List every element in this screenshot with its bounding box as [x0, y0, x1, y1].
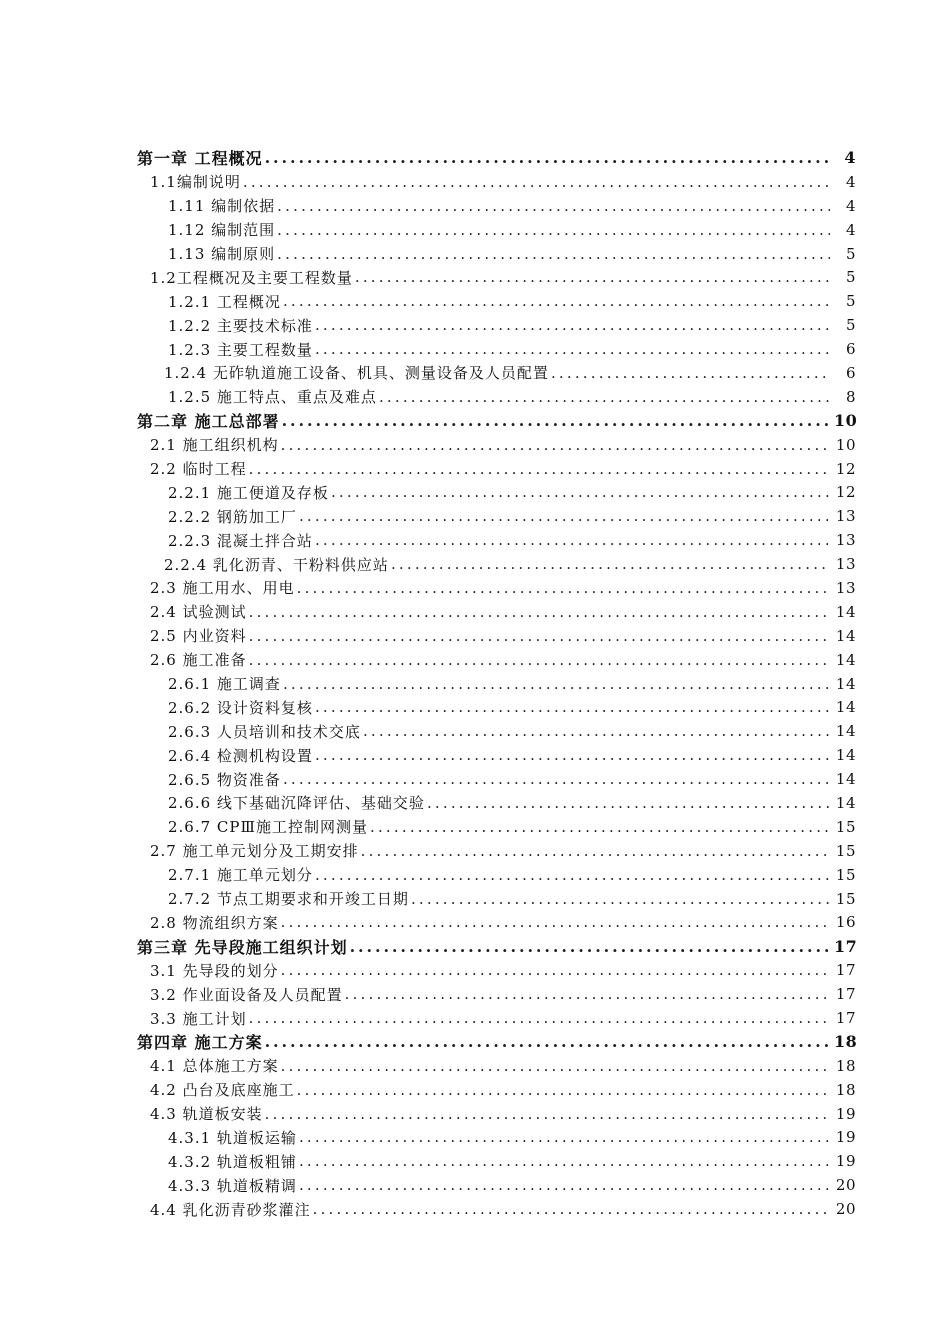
- toc-leader-dots: [283, 770, 830, 788]
- toc-entry-page-number: 13: [835, 578, 856, 597]
- toc-entry-page-number: 19: [835, 1128, 856, 1147]
- toc-entry-title: 2.6.7 CPⅢ施工控制网测量: [168, 818, 368, 837]
- toc-leader-dots: [281, 961, 830, 979]
- toc-entry-page-number: 10: [834, 411, 858, 431]
- toc-entry-title: 1.2.3 主要工程数量: [168, 340, 313, 359]
- toc-entry-page-number: 6: [845, 340, 856, 359]
- toc-leader-dots: [350, 937, 830, 956]
- toc-entry-title: 3.3 施工计划: [150, 1009, 247, 1028]
- toc-entry-title: 2.6.3 人员培训和技术交底: [168, 722, 361, 741]
- toc-entry-title: 2.5 内业资料: [150, 627, 247, 646]
- toc-entry[interactable]: [0, 1102, 950, 1126]
- toc-entry-title: 2.6.4 检测机构设置: [168, 746, 313, 765]
- toc-entry-page-number: 15: [835, 865, 856, 884]
- toc-entry[interactable]: [0, 1006, 950, 1030]
- toc-leader-dots: [249, 627, 830, 645]
- toc-entry-page-number: 5: [845, 268, 856, 287]
- toc-leader-dots: [249, 460, 830, 478]
- toc-entry-page-number: 10: [835, 435, 856, 454]
- toc-entry-page-number: 19: [835, 1104, 856, 1123]
- toc-leader-dots: [299, 1152, 830, 1170]
- toc-entry[interactable]: [0, 313, 950, 337]
- toc-leader-dots: [283, 292, 830, 310]
- toc-entry[interactable]: [0, 528, 950, 552]
- toc-entry[interactable]: [0, 576, 950, 600]
- table-of-contents: [0, 146, 950, 1221]
- toc-leader-dots: [391, 555, 830, 573]
- toc-entry-title: 4.3.3 轨道板精调: [168, 1176, 297, 1195]
- toc-entry-title: 4.3.1 轨道板运输: [168, 1128, 297, 1147]
- toc-entry-page-number: 15: [835, 817, 856, 836]
- toc-entry-title: 3.1 先导段的划分: [150, 961, 279, 980]
- toc-entry-page-number: 14: [835, 650, 856, 669]
- toc-entry[interactable]: [0, 911, 950, 935]
- toc-entry-page-number: 19: [835, 1152, 856, 1171]
- toc-entry-title: 1.1编制说明: [150, 173, 241, 192]
- toc-entry-page-number: 14: [835, 770, 856, 789]
- toc-entry-title: 第一章 工程概况: [137, 149, 263, 169]
- toc-entry-title: 1.2工程概况及主要工程数量: [150, 268, 353, 287]
- toc-leader-dots: [281, 1057, 830, 1075]
- toc-entry-title: 1.13 编制原则: [168, 245, 276, 263]
- toc-leader-dots: [249, 651, 830, 669]
- toc-entry-title: 1.2.2 主要技术标准: [168, 316, 313, 335]
- toc-entry[interactable]: [0, 1126, 950, 1150]
- toc-entry-title: 2.8 物流组织方案: [150, 913, 279, 932]
- toc-leader-dots: [283, 675, 830, 693]
- toc-leader-dots: [361, 842, 830, 860]
- toc-entry-title: 1.2.5 施工特点、重点及难点: [168, 388, 377, 407]
- toc-leader-dots: [345, 985, 830, 1003]
- toc-entry[interactable]: [0, 767, 950, 791]
- toc-entry[interactable]: [0, 982, 950, 1006]
- toc-entry-page-number: 8: [845, 387, 856, 406]
- toc-entry[interactable]: [0, 624, 950, 648]
- toc-chapter-entry[interactable]: [0, 146, 950, 170]
- toc-entry-page-number: 5: [845, 292, 856, 311]
- toc-entry-page-number: 20: [835, 1200, 856, 1219]
- toc-entry-title: 4.2 凸台及底座施工: [150, 1081, 295, 1100]
- toc-leader-dots: [297, 1081, 830, 1099]
- toc-entry-page-number: 15: [835, 889, 856, 908]
- toc-leader-dots: [315, 316, 830, 334]
- toc-entry-title: 2.7.1 施工单元划分: [168, 866, 313, 885]
- toc-entry-page-number: 17: [835, 961, 856, 980]
- toc-entry-page-number: 18: [834, 1032, 858, 1052]
- toc-entry[interactable]: [0, 457, 950, 481]
- toc-entry-title: 1.11 编制依据: [168, 197, 276, 216]
- toc-entry[interactable]: [0, 648, 950, 672]
- toc-entry-title: 1.2.1 工程概况: [168, 292, 281, 311]
- toc-leader-dots: [297, 579, 830, 597]
- toc-entry-page-number: 5: [845, 316, 856, 335]
- toc-leader-dots: [315, 698, 830, 716]
- toc-entry-title: 4.1 总体施工方案: [150, 1057, 279, 1076]
- toc-entry-page-number: 4: [845, 196, 856, 215]
- toc-entry[interactable]: [0, 1173, 950, 1197]
- toc-leader-dots: [277, 245, 830, 263]
- toc-leader-dots: [370, 818, 830, 836]
- toc-entry-title: 第三章 先导段施工组织计划: [137, 937, 348, 957]
- toc-entry-page-number: 12: [835, 459, 856, 478]
- toc-entry[interactable]: [0, 695, 950, 719]
- toc-leader-dots: [281, 913, 830, 931]
- toc-leader-dots: [411, 890, 830, 908]
- toc-entry-title: 2.4 试验测试: [150, 603, 247, 622]
- toc-entry[interactable]: [0, 600, 950, 624]
- toc-entry-title: 4.3.2 轨道板粗铺: [168, 1152, 297, 1171]
- toc-leader-dots: [277, 197, 830, 215]
- toc-entry-page-number: 14: [835, 674, 856, 693]
- toc-leader-dots: [249, 1009, 830, 1027]
- toc-chapter-entry[interactable]: [0, 934, 950, 958]
- toc-entry[interactable]: [0, 815, 950, 839]
- toc-entry-page-number: 12: [835, 483, 856, 502]
- toc-leader-dots: [299, 507, 830, 525]
- toc-chapter-entry[interactable]: [0, 409, 950, 433]
- toc-entry-title: 2.3 施工用水、用电: [150, 579, 295, 598]
- toc-entry-page-number: 14: [835, 746, 856, 765]
- toc-entry-title: 2.2 临时工程: [150, 460, 247, 479]
- toc-entry-page-number: 4: [844, 148, 856, 168]
- toc-entry-title: 2.6.5 物资准备: [168, 770, 281, 789]
- toc-leader-dots: [315, 531, 830, 549]
- toc-entry-title: 2.7.2 节点工期要求和开竣工日期: [168, 890, 409, 909]
- toc-leader-dots: [249, 603, 830, 621]
- toc-entry-title: 2.6 施工准备: [150, 651, 247, 670]
- toc-entry-title: 2.6.1 施工调查: [168, 675, 281, 694]
- toc-entry-title: 4.3 轨道板安装: [150, 1105, 263, 1124]
- toc-entry[interactable]: [0, 194, 950, 218]
- toc-leader-dots: [265, 1105, 830, 1123]
- toc-entry[interactable]: [0, 1078, 950, 1102]
- toc-entry[interactable]: [0, 385, 950, 409]
- toc-entry-title: 2.7 施工单元划分及工期安排: [150, 842, 359, 861]
- toc-entry-title: 2.2.2 钢筋加工厂: [168, 507, 297, 526]
- toc-entry-page-number: 18: [835, 1080, 856, 1099]
- toc-entry-title: 第四章 施工方案: [137, 1033, 263, 1053]
- toc-entry-page-number: 13: [835, 507, 856, 526]
- toc-entry-page-number: 4: [845, 172, 856, 191]
- toc-entry[interactable]: [0, 265, 950, 289]
- toc-entry-title: 3.2 作业面设备及人员配置: [150, 985, 343, 1004]
- toc-entry-page-number: 13: [835, 531, 856, 550]
- toc-entry[interactable]: [0, 552, 950, 576]
- toc-entry[interactable]: [0, 1054, 950, 1078]
- toc-entry[interactable]: [0, 480, 950, 504]
- toc-entry[interactable]: [0, 958, 950, 982]
- toc-entry-title: 2.6.6 线下基础沉降评估、基础交验: [168, 794, 425, 813]
- toc-entry-title: 1.12 编制范围: [168, 221, 276, 240]
- toc-entry-page-number: 14: [835, 722, 856, 741]
- toc-entry-title: 2.6.2 设计资料复核: [168, 698, 313, 717]
- toc-entry-page-number: 14: [835, 793, 856, 812]
- toc-entry-page-number: 13: [835, 555, 856, 574]
- toc-leader-dots: [281, 436, 830, 454]
- toc-entry[interactable]: [0, 839, 950, 863]
- toc-entry[interactable]: [0, 1197, 950, 1221]
- toc-leader-dots: [427, 794, 830, 812]
- toc-leader-dots: [282, 411, 830, 430]
- toc-leader-dots: [379, 388, 830, 406]
- toc-entry-title: 1.2.4 无砟轨道施工设备、机具、测量设备及人员配置: [164, 364, 549, 383]
- toc-entry[interactable]: [0, 887, 950, 911]
- toc-leader-dots: [315, 340, 830, 358]
- toc-entry-title: 2.2.4 乳化沥青、干粉料供应站: [164, 555, 389, 574]
- toc-leader-dots: [313, 1200, 830, 1218]
- toc-entry[interactable]: [0, 218, 950, 242]
- toc-entry[interactable]: [0, 672, 950, 696]
- toc-leader-dots: [315, 866, 830, 884]
- toc-entry[interactable]: [0, 1149, 950, 1173]
- toc-entry[interactable]: [0, 337, 950, 361]
- toc-entry-page-number: 5: [845, 244, 856, 263]
- toc-entry-title: 第二章 施工总部署: [137, 412, 280, 432]
- toc-entry[interactable]: [0, 719, 950, 743]
- toc-entry-page-number: 14: [835, 698, 856, 717]
- toc-entry[interactable]: [0, 289, 950, 313]
- toc-leader-dots: [331, 483, 830, 501]
- toc-entry[interactable]: [0, 504, 950, 528]
- toc-leader-dots: [265, 148, 830, 167]
- toc-entry-page-number: 17: [835, 985, 856, 1004]
- toc-entry[interactable]: [0, 433, 950, 457]
- toc-entry-page-number: 17: [835, 1009, 856, 1027]
- toc-leader-dots: [299, 1176, 830, 1194]
- toc-entry-page-number: 20: [835, 1176, 856, 1195]
- toc-entry-page-number: 18: [835, 1056, 856, 1075]
- toc-entry-title: 4.4 乳化沥青砂浆灌注: [150, 1200, 311, 1219]
- toc-leader-dots: [315, 746, 830, 764]
- toc-leader-dots: [265, 1032, 830, 1051]
- toc-leader-dots: [363, 722, 830, 740]
- toc-entry-page-number: 15: [835, 841, 856, 860]
- toc-leader-dots: [299, 1128, 830, 1146]
- toc-entry-page-number: 14: [835, 602, 856, 621]
- toc-entry[interactable]: [0, 170, 950, 194]
- toc-entry-page-number: 17: [834, 936, 858, 956]
- toc-chapter-entry[interactable]: [0, 1030, 950, 1054]
- toc-entry-title: 2.2.1 施工便道及存板: [168, 483, 329, 502]
- toc-leader-dots: [243, 173, 830, 191]
- toc-entry[interactable]: [0, 242, 950, 266]
- toc-entry[interactable]: [0, 863, 950, 887]
- toc-entry-page-number: 14: [835, 626, 856, 645]
- toc-entry[interactable]: [0, 361, 950, 385]
- toc-leader-dots: [277, 221, 830, 239]
- toc-leader-dots: [355, 268, 830, 286]
- toc-leader-dots: [551, 364, 830, 382]
- toc-entry-page-number: 4: [845, 220, 856, 239]
- toc-entry[interactable]: [0, 743, 950, 767]
- toc-entry[interactable]: [0, 791, 950, 815]
- toc-entry-page-number: 6: [845, 363, 856, 382]
- toc-entry-page-number: 16: [835, 913, 856, 932]
- toc-entry-title: 2.2.3 混凝土拌合站: [168, 531, 313, 550]
- toc-entry-title: 2.1 施工组织机构: [150, 436, 279, 455]
